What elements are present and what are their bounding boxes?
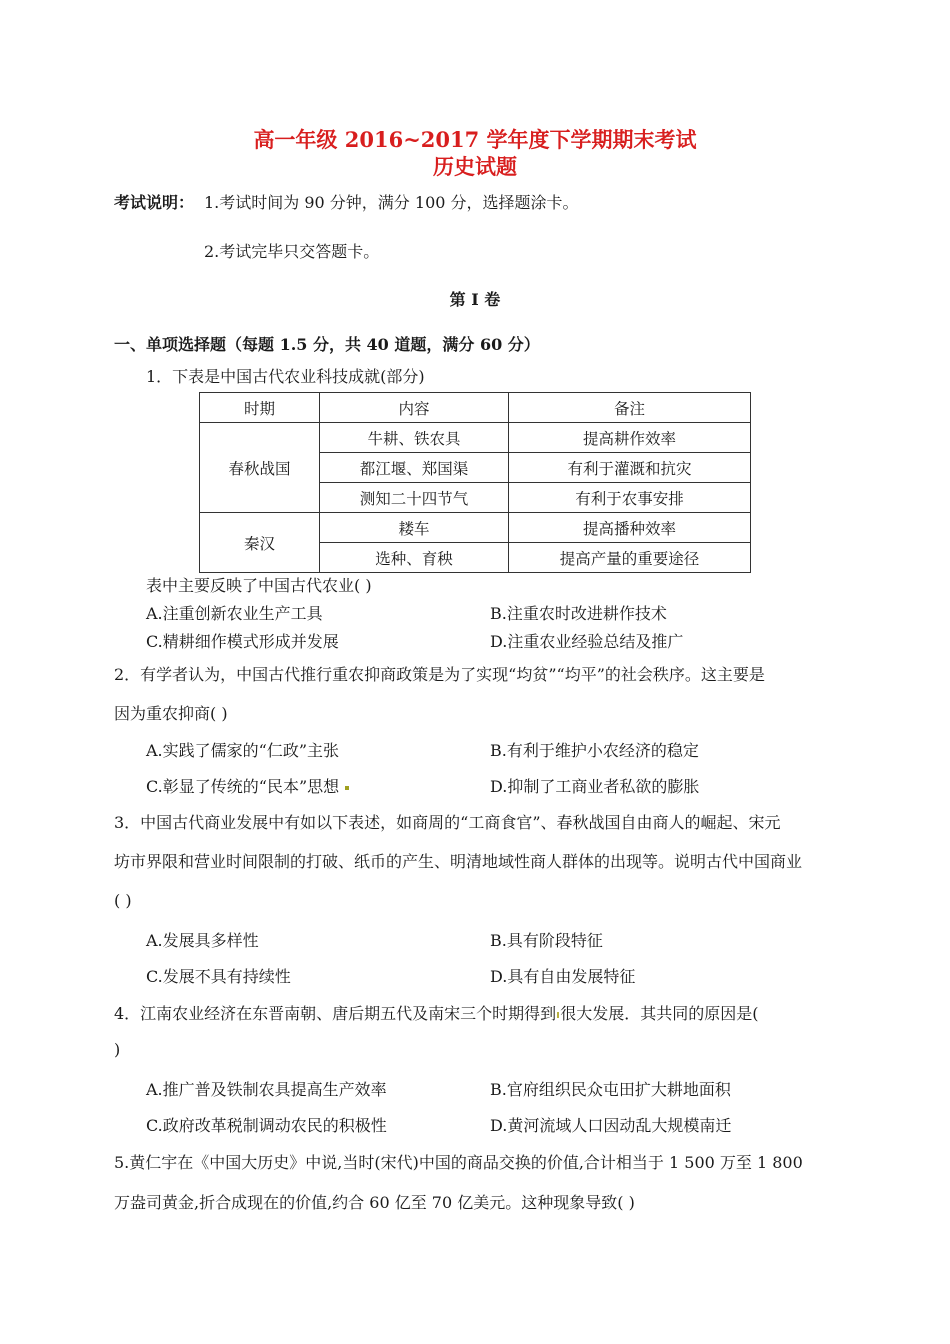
q4-stem-line1 xyxy=(114,1001,758,1024)
table-cell: 提高产量的重要途径 xyxy=(509,543,751,573)
q1-option-a: A.注重创新农业生产工具 xyxy=(146,604,323,623)
q3-option-c: C.发展不具有持续性 xyxy=(146,967,291,986)
instruction-item-2: 2.考试完毕只交答题卡。 xyxy=(204,242,380,261)
q4-option-b: B.官府组织民众屯田扩大耕地面积 xyxy=(490,1080,731,1099)
q3-stem-line1: 3．中国古代商业发展中有如以下表述，如商周的“工商食官”、春秋战国自由商人的崛起、宋元 xyxy=(114,813,781,832)
q4-stem-part1: 4．江南农业经济在东晋南朝、唐后期五代及南宋三个时期得到 xyxy=(114,1004,557,1023)
q1-stem: 1．下表是中国古代农业科技成就(部分) xyxy=(146,367,425,386)
stray-mark xyxy=(557,1012,559,1018)
volume-heading: 第 I 卷 xyxy=(449,290,501,309)
q2-stem-line2: 因为重农抑商( ) xyxy=(114,704,228,723)
q3-stem-line2: 坊市界限和营业时间限制的打破、纸币的产生、明清地域性商人群体的出现等。说明古代中国商业 xyxy=(114,852,803,871)
instruction-item-1: 1.考试时间为 90 分钟，满分 100 分，选择题涂卡。 xyxy=(204,193,579,212)
section-heading: 一、单项选择题（每题 1.5 分，共 40 道题，满分 60 分） xyxy=(114,335,540,354)
table-header-cell: 内容 xyxy=(320,393,509,423)
q2-option-a: A.实践了儒家的“仁政”主张 xyxy=(146,741,340,760)
table-cell: 耧车 xyxy=(320,513,509,543)
stray-mark xyxy=(345,786,349,790)
q3-option-d: D.具有自由发展特征 xyxy=(490,967,636,986)
exam-title: 高一年级 2016~2017 学年度下学期期末考试 xyxy=(253,127,697,152)
table-cell: 选种、育秧 xyxy=(320,543,509,573)
q4-option-a: A.推广普及铁制农具提高生产效率 xyxy=(146,1080,387,1099)
instructions-label: 考试说明： xyxy=(114,193,195,212)
q4-stem-line2: ) xyxy=(114,1040,121,1059)
table-cell: 牛耕、铁农具 xyxy=(320,423,509,453)
q5-stem-line2: 万盎司黄金,折合成现在的价值,约合 60 亿至 70 亿美元。这种现象导致( ) xyxy=(114,1193,635,1212)
q1-option-b: B.注重农时改进耕作技术 xyxy=(490,604,667,623)
q2-option-c: C.彰显了传统的“民本”思想 xyxy=(146,777,340,796)
exam-subtitle: 历史试题 xyxy=(433,154,517,179)
table-cell: 都江堰、郑国渠 xyxy=(320,453,509,483)
q1-option-d: D.注重农业经验总结及推广 xyxy=(490,632,684,651)
table-period-cell: 春秋战国 xyxy=(200,423,320,513)
q2-option-b: B.有利于维护小农经济的稳定 xyxy=(490,741,699,760)
q1-table xyxy=(199,392,751,573)
q3-option-a: A.发展具多样性 xyxy=(146,931,259,950)
table-header-cell: 时期 xyxy=(200,393,320,423)
q4-stem-part2: 很大发展．其共同的原因是( xyxy=(560,1004,759,1023)
q2-option-d: D.抑制了工商业者私欲的膨胀 xyxy=(490,777,700,796)
q1-option-c: C.精耕细作模式形成并发展 xyxy=(146,632,339,651)
table-cell: 测知二十四节气 xyxy=(320,483,509,513)
q3-option-b: B.具有阶段特征 xyxy=(490,931,603,950)
table-cell: 有利于农事安排 xyxy=(509,483,751,513)
q4-option-c: C.政府改革税制调动农民的积极性 xyxy=(146,1116,387,1135)
table-row xyxy=(200,513,751,543)
q1-question: 表中主要反映了中国古代农业( ) xyxy=(146,576,372,595)
table-row xyxy=(200,423,751,453)
table-header-cell: 备注 xyxy=(509,393,751,423)
q2-stem-line1: 2．有学者认为，中国古代推行重农抑商政策是为了实现“均贫”“均平”的社会秩序。这主要是 xyxy=(114,665,765,684)
q3-stem-line3: ( ) xyxy=(114,891,132,910)
q2-option-c-wrap xyxy=(146,774,349,797)
table-header-row xyxy=(200,393,751,423)
q5-stem-line1: 5.黄仁宇在《中国大历史》中说,当时(宋代)中国的商品交换的价值,合计相当于 1 500 万至 1 800 xyxy=(114,1153,803,1172)
table-cell: 提高耕作效率 xyxy=(509,423,751,453)
table-cell: 提高播种效率 xyxy=(509,513,751,543)
table-cell: 有利于灌溉和抗灾 xyxy=(509,453,751,483)
q4-option-d: D.黄河流域人口因动乱大规模南迁 xyxy=(490,1116,732,1135)
table-period-cell: 秦汉 xyxy=(200,513,320,573)
